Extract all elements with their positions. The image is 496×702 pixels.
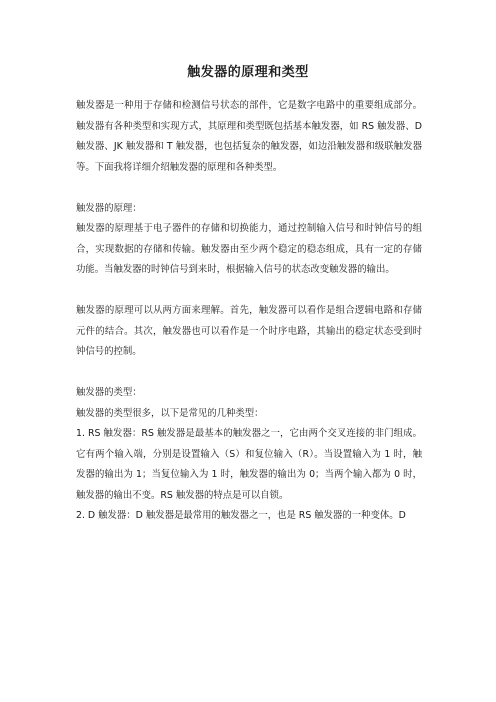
document-body [76, 96, 422, 527]
types-heading: 触发器的类型： [76, 387, 142, 398]
principle-paragraph-1: 触发器的原理基于电子器件的存储和切换能力，通过控制输入信号和时钟信号的组合，实现数据的存储和传输。触发器由至少两个稳定的稳态组成，具有一定的存储功能。当触发器的时钟信号到来时，根据输入信号的状态改变触发器的输出。 [76, 223, 422, 275]
type-rs-paragraph: 1. RS 触发器：RS 触发器是最基本的触发器之一，它由两个交叉连接的非门组成。它有两个输入端，分别是设置输入（S）和复位输入（R）。当设置输入为 1 时，触发器的输出为 1；当复位输入为 1 时，触发器的输出为 0；当两个输入都为 0 时，触发器的输出不变。RS 触发器的特点是可以自锁。 [76, 428, 422, 501]
paragraph-spacer [76, 363, 422, 384]
types-intro: 触发器的类型很多，以下是常见的几种类型： [76, 407, 264, 419]
paragraph-spacer [76, 178, 422, 199]
document-title: 触发器的原理和类型 [187, 65, 309, 80]
paragraph-spacer [76, 281, 422, 302]
type-d-paragraph: 2. D 触发器：D 触发器是最常用的触发器之一，也是 RS 触发器的一种变体。D [76, 510, 406, 521]
intro-paragraph: 触发器是一种用于存储和检测信号状态的部件，它是数字电路中的重要组成部分。触发器有各种类型和实现方式，其原理和类型既包括基本触发器，如 RS 触发器、D 触发器、JK 触发器和 T 触发器，也包括复杂的触发器，如边沿触发器和级联触发器等。下面我将详细介绍触发器的原理和各种类型。 [76, 100, 422, 173]
principle-paragraph-2: 触发器的原理可以从两方面来理解。首先，触发器可以看作是组合逻辑电路和存储元件的结合。其次，触发器也可以看作是一个时序电路，其输出的稳定状态受到时钟信号的控制。 [76, 305, 422, 357]
principle-heading: 触发器的原理： [76, 202, 142, 214]
